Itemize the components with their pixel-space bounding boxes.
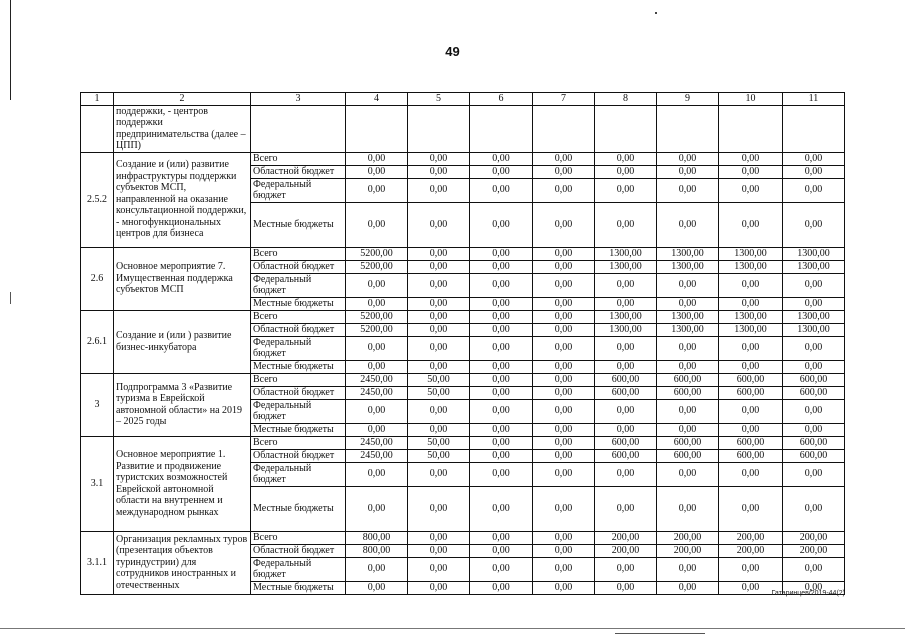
amount-cell: 0,00 (657, 202, 719, 247)
funding-source: Местные бюджеты (251, 581, 346, 594)
amount-cell (783, 105, 845, 152)
amount-cell: 0,00 (470, 273, 533, 297)
amount-cell: 1300,00 (783, 310, 845, 323)
funding-source: Областной бюджет (251, 386, 346, 399)
funding-source: Федеральный бюджет (251, 336, 346, 360)
amount-cell (470, 105, 533, 152)
amount-cell: 0,00 (470, 310, 533, 323)
funding-source: Всего (251, 373, 346, 386)
funding-source: Федеральный бюджет (251, 178, 346, 202)
amount-cell: 1300,00 (719, 323, 783, 336)
table-row (81, 247, 845, 260)
amount-cell: 0,00 (533, 165, 595, 178)
item-code: 2.6 (81, 247, 114, 310)
amount-cell: 0,00 (533, 423, 595, 436)
item-name: Основное мероприятие 7. Имущественная поддержка субъектов МСП (114, 247, 251, 310)
amount-cell: 0,00 (408, 531, 470, 544)
amount-cell: 0,00 (470, 360, 533, 373)
amount-cell: 0,00 (533, 531, 595, 544)
amount-cell: 0,00 (470, 581, 533, 594)
column-header: 3 (251, 93, 346, 106)
amount-cell: 0,00 (595, 423, 657, 436)
amount-cell: 0,00 (595, 152, 657, 165)
amount-cell: 1300,00 (595, 260, 657, 273)
amount-cell: 600,00 (783, 436, 845, 449)
amount-cell: 0,00 (346, 360, 408, 373)
amount-cell: 0,00 (719, 202, 783, 247)
funding-source (251, 105, 346, 152)
amount-cell: 0,00 (783, 152, 845, 165)
amount-cell: 800,00 (346, 544, 408, 557)
amount-cell: 0,00 (533, 260, 595, 273)
amount-cell: 1300,00 (595, 310, 657, 323)
amount-cell: 0,00 (470, 386, 533, 399)
amount-cell: 0,00 (470, 297, 533, 310)
funding-source: Местные бюджеты (251, 202, 346, 247)
amount-cell (657, 105, 719, 152)
amount-cell: 0,00 (408, 360, 470, 373)
amount-cell: 0,00 (533, 360, 595, 373)
amount-cell: 0,00 (657, 423, 719, 436)
table-row (81, 152, 845, 165)
amount-cell: 0,00 (408, 462, 470, 486)
amount-cell: 5200,00 (346, 323, 408, 336)
amount-cell: 0,00 (470, 449, 533, 462)
funding-source: Местные бюджеты (251, 297, 346, 310)
amount-cell: 0,00 (533, 557, 595, 581)
item-code: 3.1 (81, 436, 114, 531)
amount-cell: 0,00 (783, 360, 845, 373)
amount-cell: 0,00 (470, 544, 533, 557)
amount-cell: 0,00 (408, 202, 470, 247)
column-header: 4 (346, 93, 408, 106)
amount-cell: 0,00 (719, 273, 783, 297)
amount-cell: 0,00 (346, 273, 408, 297)
amount-cell: 0,00 (657, 152, 719, 165)
amount-cell: 0,00 (657, 399, 719, 423)
amount-cell: 0,00 (719, 423, 783, 436)
amount-cell: 0,00 (346, 178, 408, 202)
amount-cell (595, 105, 657, 152)
amount-cell: 0,00 (533, 323, 595, 336)
amount-cell: 0,00 (595, 178, 657, 202)
amount-cell: 0,00 (657, 297, 719, 310)
amount-cell: 0,00 (470, 436, 533, 449)
amount-cell: 0,00 (783, 581, 845, 594)
amount-cell: 0,00 (346, 399, 408, 423)
amount-cell: 0,00 (346, 336, 408, 360)
amount-cell: 200,00 (657, 544, 719, 557)
amount-cell: 600,00 (783, 373, 845, 386)
amount-cell: 0,00 (470, 323, 533, 336)
column-header: 2 (114, 93, 251, 106)
amount-cell: 1300,00 (783, 323, 845, 336)
amount-cell (719, 105, 783, 152)
amount-cell: 0,00 (533, 247, 595, 260)
amount-cell: 0,00 (719, 399, 783, 423)
amount-cell: 600,00 (719, 436, 783, 449)
funding-source: Федеральный бюджет (251, 273, 346, 297)
table-row (81, 373, 845, 386)
amount-cell: 200,00 (719, 531, 783, 544)
amount-cell: 1300,00 (657, 247, 719, 260)
amount-cell: 2450,00 (346, 386, 408, 399)
amount-cell: 0,00 (408, 310, 470, 323)
item-code (81, 105, 114, 152)
amount-cell: 800,00 (346, 531, 408, 544)
amount-cell: 0,00 (408, 544, 470, 557)
item-code: 2.6.1 (81, 310, 114, 373)
amount-cell: 1300,00 (657, 260, 719, 273)
amount-cell: 5200,00 (346, 310, 408, 323)
funding-source: Федеральный бюджет (251, 462, 346, 486)
amount-cell (533, 105, 595, 152)
item-name: Основное мероприятие 1. Развитие и продвижение туристских возможностей Еврейской автономной области на внутреннем и международном рынках (114, 436, 251, 531)
amount-cell: 0,00 (783, 202, 845, 247)
amount-cell: 0,00 (408, 423, 470, 436)
amount-cell: 50,00 (408, 386, 470, 399)
amount-cell: 0,00 (408, 178, 470, 202)
amount-cell: 2450,00 (346, 449, 408, 462)
table-row (81, 436, 845, 449)
amount-cell: 0,00 (657, 165, 719, 178)
column-header: 9 (657, 93, 719, 106)
amount-cell: 0,00 (533, 386, 595, 399)
amount-cell: 0,00 (719, 581, 783, 594)
amount-cell: 0,00 (783, 297, 845, 310)
amount-cell: 200,00 (657, 531, 719, 544)
amount-cell: 0,00 (595, 486, 657, 531)
amount-cell: 0,00 (595, 165, 657, 178)
amount-cell: 0,00 (719, 486, 783, 531)
funding-source: Областной бюджет (251, 323, 346, 336)
amount-cell: 600,00 (657, 386, 719, 399)
amount-cell: 1300,00 (783, 260, 845, 273)
amount-cell: 0,00 (408, 247, 470, 260)
amount-cell: 0,00 (533, 297, 595, 310)
funding-source: Местные бюджеты (251, 486, 346, 531)
amount-cell: 0,00 (533, 373, 595, 386)
page-number: 49 (445, 44, 460, 59)
amount-cell: 0,00 (533, 436, 595, 449)
amount-cell: 1300,00 (719, 247, 783, 260)
amount-cell: 0,00 (783, 336, 845, 360)
item-code: 3.1.1 (81, 531, 114, 594)
amount-cell: 0,00 (783, 399, 845, 423)
amount-cell: 0,00 (346, 152, 408, 165)
funding-source: Всего (251, 152, 346, 165)
amount-cell: 5200,00 (346, 260, 408, 273)
amount-cell: 0,00 (470, 423, 533, 436)
amount-cell: 0,00 (783, 557, 845, 581)
amount-cell: 0,00 (408, 486, 470, 531)
bottom-rule (0, 628, 905, 629)
amount-cell: 0,00 (595, 557, 657, 581)
amount-cell: 1300,00 (783, 247, 845, 260)
amount-cell: 0,00 (533, 202, 595, 247)
amount-cell: 0,00 (408, 581, 470, 594)
amount-cell: 200,00 (719, 544, 783, 557)
amount-cell: 600,00 (719, 373, 783, 386)
amount-cell: 0,00 (657, 557, 719, 581)
funding-source: Всего (251, 310, 346, 323)
amount-cell: 0,00 (719, 557, 783, 581)
amount-cell: 0,00 (470, 557, 533, 581)
amount-cell: 0,00 (470, 260, 533, 273)
amount-cell: 200,00 (783, 531, 845, 544)
bottom-rule-short (615, 633, 705, 634)
item-name: Организация рекламных туров (презентация объектов туриндустрии) для сотрудников иностранных и отечественных (114, 531, 251, 594)
amount-cell: 0,00 (533, 399, 595, 423)
amount-cell: 200,00 (783, 544, 845, 557)
column-header: 6 (470, 93, 533, 106)
amount-cell: 0,00 (719, 165, 783, 178)
amount-cell: 0,00 (533, 581, 595, 594)
amount-cell: 0,00 (470, 336, 533, 360)
amount-cell: 0,00 (470, 486, 533, 531)
amount-cell: 600,00 (783, 386, 845, 399)
amount-cell: 600,00 (657, 449, 719, 462)
amount-cell: 0,00 (595, 399, 657, 423)
amount-cell: 0,00 (657, 581, 719, 594)
amount-cell: 0,00 (595, 360, 657, 373)
amount-cell: 0,00 (470, 152, 533, 165)
amount-cell: 600,00 (719, 449, 783, 462)
amount-cell: 600,00 (595, 449, 657, 462)
amount-cell: 0,00 (657, 486, 719, 531)
amount-cell: 0,00 (408, 165, 470, 178)
amount-cell: 0,00 (719, 152, 783, 165)
amount-cell: 0,00 (657, 462, 719, 486)
amount-cell: 200,00 (595, 531, 657, 544)
amount-cell: 0,00 (470, 462, 533, 486)
amount-cell: 0,00 (595, 202, 657, 247)
amount-cell: 0,00 (408, 297, 470, 310)
left-margin-tick (10, 292, 11, 304)
amount-cell: 0,00 (783, 486, 845, 531)
amount-cell: 1300,00 (657, 323, 719, 336)
column-header: 7 (533, 93, 595, 106)
amount-cell: 5200,00 (346, 247, 408, 260)
amount-cell: 0,00 (657, 360, 719, 373)
amount-cell: 1300,00 (719, 310, 783, 323)
item-name: поддержки, - центров поддержки предпринимательства (далее – ЦПП) (114, 105, 251, 152)
amount-cell: 600,00 (783, 449, 845, 462)
column-header-row (81, 93, 845, 106)
table-row (81, 310, 845, 323)
column-header: 5 (408, 93, 470, 106)
amount-cell: 0,00 (470, 531, 533, 544)
amount-cell: 0,00 (346, 297, 408, 310)
amount-cell: 0,00 (719, 336, 783, 360)
amount-cell: 0,00 (470, 373, 533, 386)
amount-cell: 0,00 (533, 486, 595, 531)
amount-cell: 0,00 (408, 399, 470, 423)
amount-cell: 0,00 (657, 273, 719, 297)
column-header: 11 (783, 93, 845, 106)
amount-cell: 0,00 (783, 165, 845, 178)
funding-source: Федеральный бюджет (251, 557, 346, 581)
amount-cell: 0,00 (719, 178, 783, 202)
amount-cell: 2450,00 (346, 436, 408, 449)
amount-cell: 0,00 (783, 273, 845, 297)
amount-cell: 0,00 (346, 423, 408, 436)
amount-cell: 0,00 (595, 273, 657, 297)
item-name: Создание и (или) развитие инфраструктуры поддержки субъектов МСП, направленной на оказание консультационной поддержки, - многофункциональных центров для бизнеса (114, 152, 251, 247)
document-reference: Гатаринцев/2019-44(2) (771, 590, 845, 597)
amount-cell: 600,00 (719, 386, 783, 399)
item-code: 2.5.2 (81, 152, 114, 247)
amount-cell: 0,00 (470, 165, 533, 178)
amount-cell: 0,00 (408, 336, 470, 360)
amount-cell: 600,00 (657, 373, 719, 386)
amount-cell: 0,00 (346, 462, 408, 486)
item-name: Подпрограмма 3 «Развитие туризма в Еврейской автономной области» на 2019 – 2025 годы (114, 373, 251, 436)
amount-cell: 0,00 (470, 202, 533, 247)
amount-cell: 0,00 (408, 323, 470, 336)
amount-cell: 0,00 (719, 297, 783, 310)
amount-cell: 1300,00 (595, 323, 657, 336)
amount-cell: 0,00 (533, 449, 595, 462)
amount-cell: 0,00 (595, 581, 657, 594)
amount-cell: 0,00 (533, 544, 595, 557)
amount-cell: 0,00 (533, 273, 595, 297)
item-code: 3 (81, 373, 114, 436)
funding-source: Всего (251, 436, 346, 449)
scan-speck (655, 12, 657, 14)
amount-cell: 600,00 (595, 436, 657, 449)
amount-cell: 50,00 (408, 436, 470, 449)
amount-cell: 2450,00 (346, 373, 408, 386)
amount-cell: 0,00 (783, 423, 845, 436)
table-row (81, 531, 845, 544)
amount-cell: 1300,00 (657, 310, 719, 323)
amount-cell: 0,00 (533, 336, 595, 360)
amount-cell: 0,00 (408, 260, 470, 273)
amount-cell: 0,00 (346, 557, 408, 581)
funding-source: Областной бюджет (251, 544, 346, 557)
amount-cell: 0,00 (719, 462, 783, 486)
amount-cell: 0,00 (408, 152, 470, 165)
amount-cell: 0,00 (346, 581, 408, 594)
amount-cell: 0,00 (533, 178, 595, 202)
table-row (81, 105, 845, 152)
column-header: 1 (81, 93, 114, 106)
amount-cell: 50,00 (408, 373, 470, 386)
amount-cell: 0,00 (783, 462, 845, 486)
amount-cell: 0,00 (408, 273, 470, 297)
item-name: Создание и (или ) развитие бизнес-инкубатора (114, 310, 251, 373)
amount-cell: 0,00 (657, 178, 719, 202)
amount-cell: 0,00 (346, 165, 408, 178)
amount-cell: 1300,00 (595, 247, 657, 260)
amount-cell: 0,00 (783, 178, 845, 202)
amount-cell: 600,00 (595, 386, 657, 399)
amount-cell: 0,00 (533, 310, 595, 323)
funding-source: Областной бюджет (251, 260, 346, 273)
column-header: 8 (595, 93, 657, 106)
amount-cell: 0,00 (408, 557, 470, 581)
amount-cell: 0,00 (719, 360, 783, 373)
amount-cell: 0,00 (533, 152, 595, 165)
amount-cell: 0,00 (657, 336, 719, 360)
amount-cell: 0,00 (346, 202, 408, 247)
amount-cell: 0,00 (470, 399, 533, 423)
amount-cell: 0,00 (595, 297, 657, 310)
table-body (81, 93, 845, 595)
funding-source: Федеральный бюджет (251, 399, 346, 423)
budget-table (80, 92, 845, 595)
funding-source: Местные бюджеты (251, 423, 346, 436)
amount-cell: 0,00 (595, 462, 657, 486)
funding-source: Областной бюджет (251, 165, 346, 178)
amount-cell (346, 105, 408, 152)
amount-cell: 0,00 (533, 462, 595, 486)
amount-cell: 600,00 (657, 436, 719, 449)
amount-cell: 50,00 (408, 449, 470, 462)
amount-cell: 600,00 (595, 373, 657, 386)
amount-cell: 200,00 (595, 544, 657, 557)
amount-cell: 0,00 (346, 486, 408, 531)
funding-source: Всего (251, 247, 346, 260)
amount-cell: 0,00 (470, 178, 533, 202)
funding-source: Областной бюджет (251, 449, 346, 462)
amount-cell: 0,00 (595, 336, 657, 360)
amount-cell (408, 105, 470, 152)
column-header: 10 (719, 93, 783, 106)
amount-cell: 1300,00 (719, 260, 783, 273)
amount-cell: 0,00 (470, 247, 533, 260)
funding-source: Местные бюджеты (251, 360, 346, 373)
funding-source: Всего (251, 531, 346, 544)
